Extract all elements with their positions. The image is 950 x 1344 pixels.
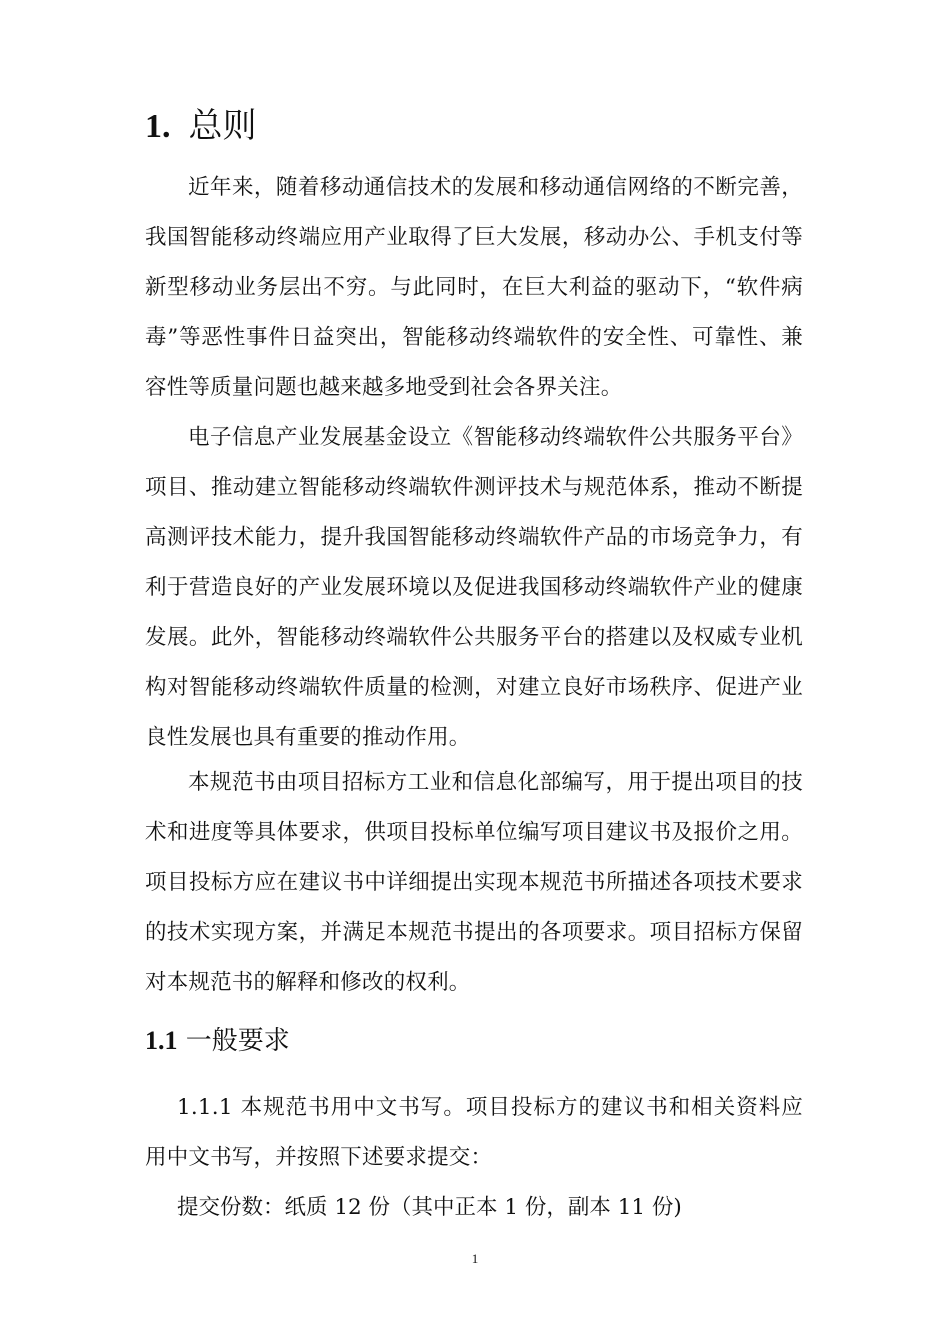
section-title: 总则: [188, 106, 257, 146]
section-heading: [145, 98, 257, 155]
clause-1-1-1: 1.1.1 本规范书用中文书写。项目投标方的建议书和相关资料应用中文书写，并按照下述要求提交：: [145, 1095, 803, 1170]
paragraph-spec-purpose: 本规范书由项目招标方工业和信息化部编写，用于提出项目的技术和进度等具体要求，供项目投标单位编写项目建议书及报价之用。项目投标方应在建议书中详细提出实现本规范书所描述各项技术要求的技术实现方案，并满足本规范书提出的各项要求。项目招标方保留对本规范书的解释和修改的权利。: [145, 770, 803, 995]
section-number: 1.: [145, 108, 171, 145]
subsection-number: 1.1: [145, 1026, 178, 1055]
subsection-heading: [145, 1018, 290, 1064]
submission-copies: 提交份数：纸质 12 份（其中正本 1 份，副本 11 份): [177, 1195, 682, 1220]
subsection-title: 一般要求: [185, 1026, 290, 1056]
paragraph-intro: 近年来，随着移动通信技术的发展和移动通信网络的不断完善，我国智能移动终端应用产业取得了巨大发展，移动办公、手机支付等新型移动业务层出不穷。与此同时，在巨大利益的驱动下，“软件病毒”等恶性事件日益突出，智能移动终端软件的安全性、可靠性、兼容性等质量问题也越来越多地受到社会各界关注。: [145, 175, 803, 400]
paragraph-fund-project: 电子信息产业发展基金设立《智能移动终端软件公共服务平台》项目、推动建立智能移动终端软件测评技术与规范体系，推动不断提高测评技术能力，提升我国智能移动终端软件产品的市场竞争力，有利于营造良好的产业发展环境以及促进我国移动终端软件产业的健康发展。此外，智能移动终端软件公共服务平台的搭建以及权威专业机构对智能移动终端软件质量的检测，对建立良好市场秩序、促进产业良性发展也具有重要的推动作用。: [145, 425, 803, 750]
page-number: 1: [471, 1251, 479, 1266]
